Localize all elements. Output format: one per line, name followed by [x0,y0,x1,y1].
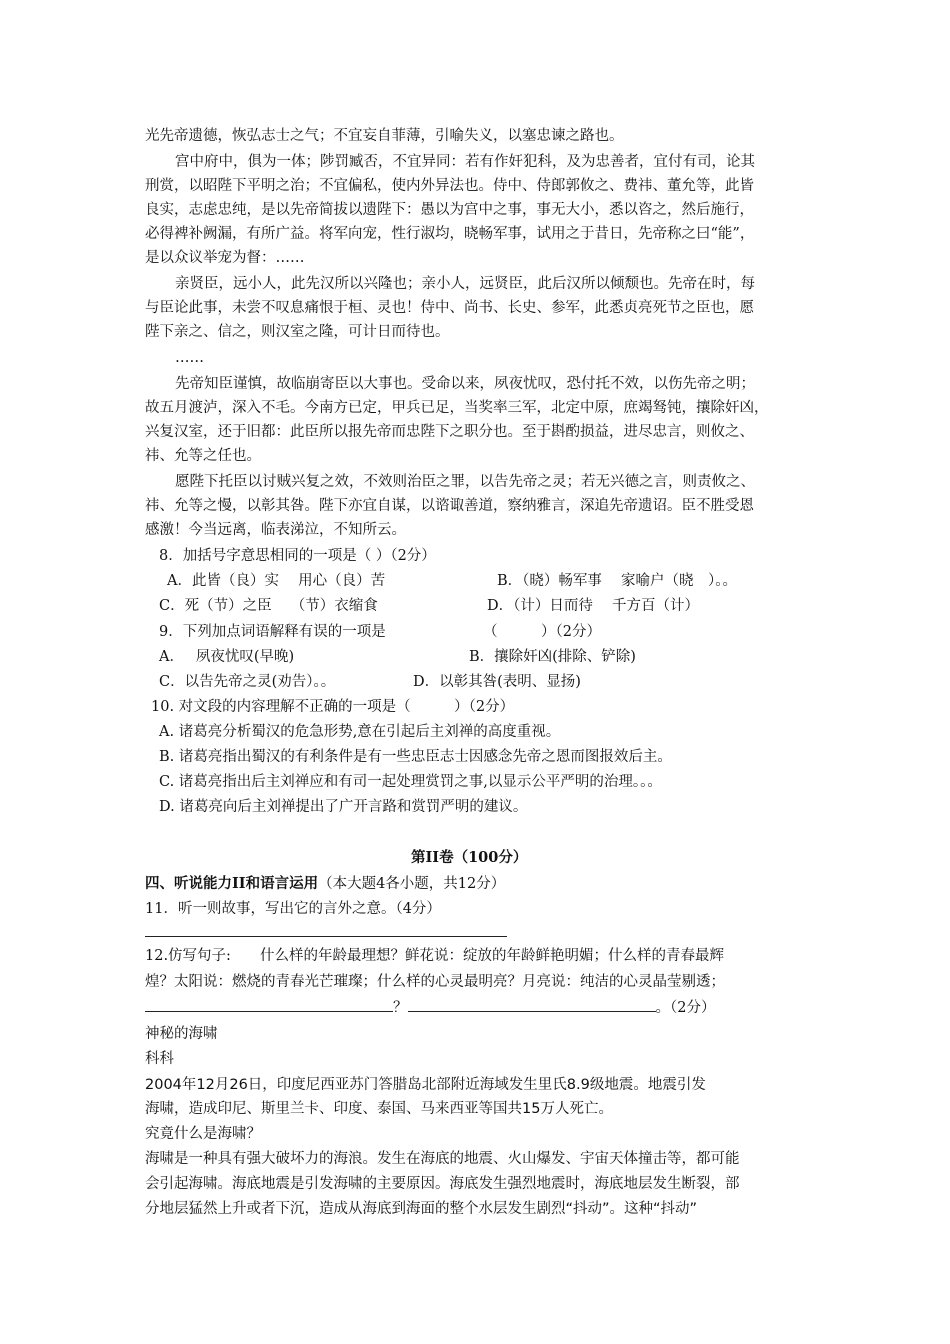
passage-line: 宫中府中，俱为一体；陟罚臧否，不宜异同：若有作奸犯科，及为忠善者，宜付有司，论其 [175,154,755,170]
question-12-end: 。（2分） [655,1000,716,1016]
question-9-option-c: C．以告先帝之灵(劝告）。。 [159,674,336,690]
passage-line: 良实，志虑忠纯，是以先帝简拔以遗陛下：愚以为宫中之事，事无大小，悉以咨之，然后施行， [145,202,754,218]
passage-line: 故五月渡泸，深入不毛。今南方已定，甲兵已足，当奖率三军，北定中原，庶竭驽钝，攘除奸凶， [145,400,769,416]
question-9-option-b: B．攘除奸凶(排除、铲除) [469,649,636,665]
question-12-line: 12.仿写句子: 什么样的年龄最理想？鲜花说：绽放的年龄鲜艳明媚；什么样的青春最辉 [145,948,724,964]
question-12-mid: ？ [393,1000,408,1016]
article-line: 2004年12月26日，印度尼西亚苏门答腊岛北部附近海域发生里氏8.9级地震。地震引发 [145,1077,706,1093]
section-heading-rest: （本大题4各小题，共12分） [318,876,506,892]
passage-line: 是以众议举宠为督：…… [145,250,305,266]
question-9-stem: 9．下列加点词语解释有误的一项是 [159,624,386,640]
passage-line: 与臣论此事，未尝不叹息痛恨于桓、灵也！侍中、尚书、长史、参军，此悉贞亮死节之臣也，愿 [145,300,754,316]
answer-line[interactable] [145,936,507,937]
passage-line: 先帝知臣谨慎，故临崩寄臣以大事也。受命以来，夙夜忧叹，恐付托不效，以伤先帝之明； [175,376,755,392]
question-11: 11．听一则故事，写出它的言外之意。（4分） [145,901,441,917]
question-10-option-d: D. 诸葛亮向后主刘禅提出了广开言路和赏罚严明的建议。 [159,799,528,815]
section-heading-bold: 四、听说能力II和语言运用 [145,875,319,892]
question-8-option-d: D．（计）日而待 千方百（计） [487,598,699,614]
article-author: 科科 [145,1051,174,1067]
section-title: 第II卷（100分） [411,849,528,866]
section-heading [145,872,505,896]
question-9-option-d: D．以彰其咎(表明、显扬) [413,674,581,690]
answer-blank-2[interactable] [408,997,656,1012]
question-8-stem: 8．加括号字意思相同的一项是（ ）（2分） [159,548,436,564]
article-line: 分地层猛然上升或者下沉，造成从海底到海面的整个水层发生剧烈“抖动”。这种“抖动” [145,1201,698,1217]
passage-line: 感激！今当远离，临表涕泣，不知所云。 [145,522,406,538]
question-9-option-a: A． 夙夜忧叹(早晚) [159,649,295,665]
passage-line: 亲贤臣，远小人，此先汉所以兴隆也；亲小人，远贤臣，此后汉所以倾颓也。先帝在时，每 [175,276,755,292]
passage-line: 祎、允等之慢，以彰其咎。陛下亦宜自谋，以谘诹善道，察纳雅言，深追先帝遗诏。臣不胜受恩 [145,498,754,514]
passage-line: 陛下亲之、信之，则汉室之隆，可计日而待也。 [145,324,450,340]
passage-line: 光先帝遗德，恢弘志士之气；不宜妄自菲薄，引喻失义，以塞忠谏之路也。 [145,128,624,144]
question-8-option-b: B．（晓）畅军事 家喻户（晓 ）。。 [497,573,738,589]
article-line: 海啸，造成印尼、斯里兰卡、印度、泰国、马来西亚等国共15万人死亡。 [145,1101,613,1117]
question-8-option-c: C．死（节）之臣 （节）衣缩食 [159,598,378,614]
article-line: 会引起海啸。海底地震是引发海啸的主要原因。海底发生强烈地震时，海底地层发生断裂，部 [145,1176,740,1192]
question-9-paren: （ ）（2分） [483,624,601,640]
article-title: 神秘的海啸 [145,1026,218,1042]
passage-line: 愿陛下托臣以讨贼兴复之效，不效则治臣之罪，以告先帝之灵；若无兴德之言，则责攸之、 [175,474,755,490]
passage-ellipsis: …… [175,350,204,366]
question-10-option-a: A. 诸葛亮分析蜀汉的危急形势,意在引起后主刘禅的高度重视。 [159,724,561,740]
question-10-stem: 10. 对文段的内容理解不正确的一项是（ ）（2分） [151,699,515,715]
question-10-option-b: B. 诸葛亮指出蜀汉的有利条件是有一些忠臣志士因感念先帝之恩而图报效后主。 [159,749,672,765]
article-line: 海啸是一种具有强大破坏力的海浪。发生在海底的地震、火山爆发、宇宙天体撞击等，都可能 [145,1151,740,1167]
passage-line: 刑赏，以昭陛下平明之治；不宜偏私，使内外异法也。侍中、侍郎郭攸之、费祎、董允等，此皆 [145,178,754,194]
passage-line: 祎、允等之任也。 [145,448,261,464]
article-question: 究竟什么是海啸？ [145,1126,261,1142]
question-12-line: 煌？太阳说：燃烧的青春光芒璀璨；什么样的心灵最明亮？月亮说：纯洁的心灵晶莹剔透； [145,974,725,990]
question-10-option-c: C. 诸葛亮指出后主刘禅应和有司一起处理赏罚之事,以显示公平严明的治理。。。 [159,774,662,790]
answer-blank-1[interactable] [145,997,393,1012]
question-8-option-a: A．此皆（良）实 用心（良）苦 [167,573,386,589]
passage-line: 必得裨补阙漏，有所广益。将军向宠，性行淑均，晓畅军事，试用之于昔日，先帝称之曰“能”， [145,226,755,242]
question-12-blanks [145,996,715,1020]
passage-line: 兴复汉室，还于旧都：此臣所以报先帝而忠陛下之职分也。至于斟酌损益，进尽忠言，则攸之、 [145,424,754,440]
